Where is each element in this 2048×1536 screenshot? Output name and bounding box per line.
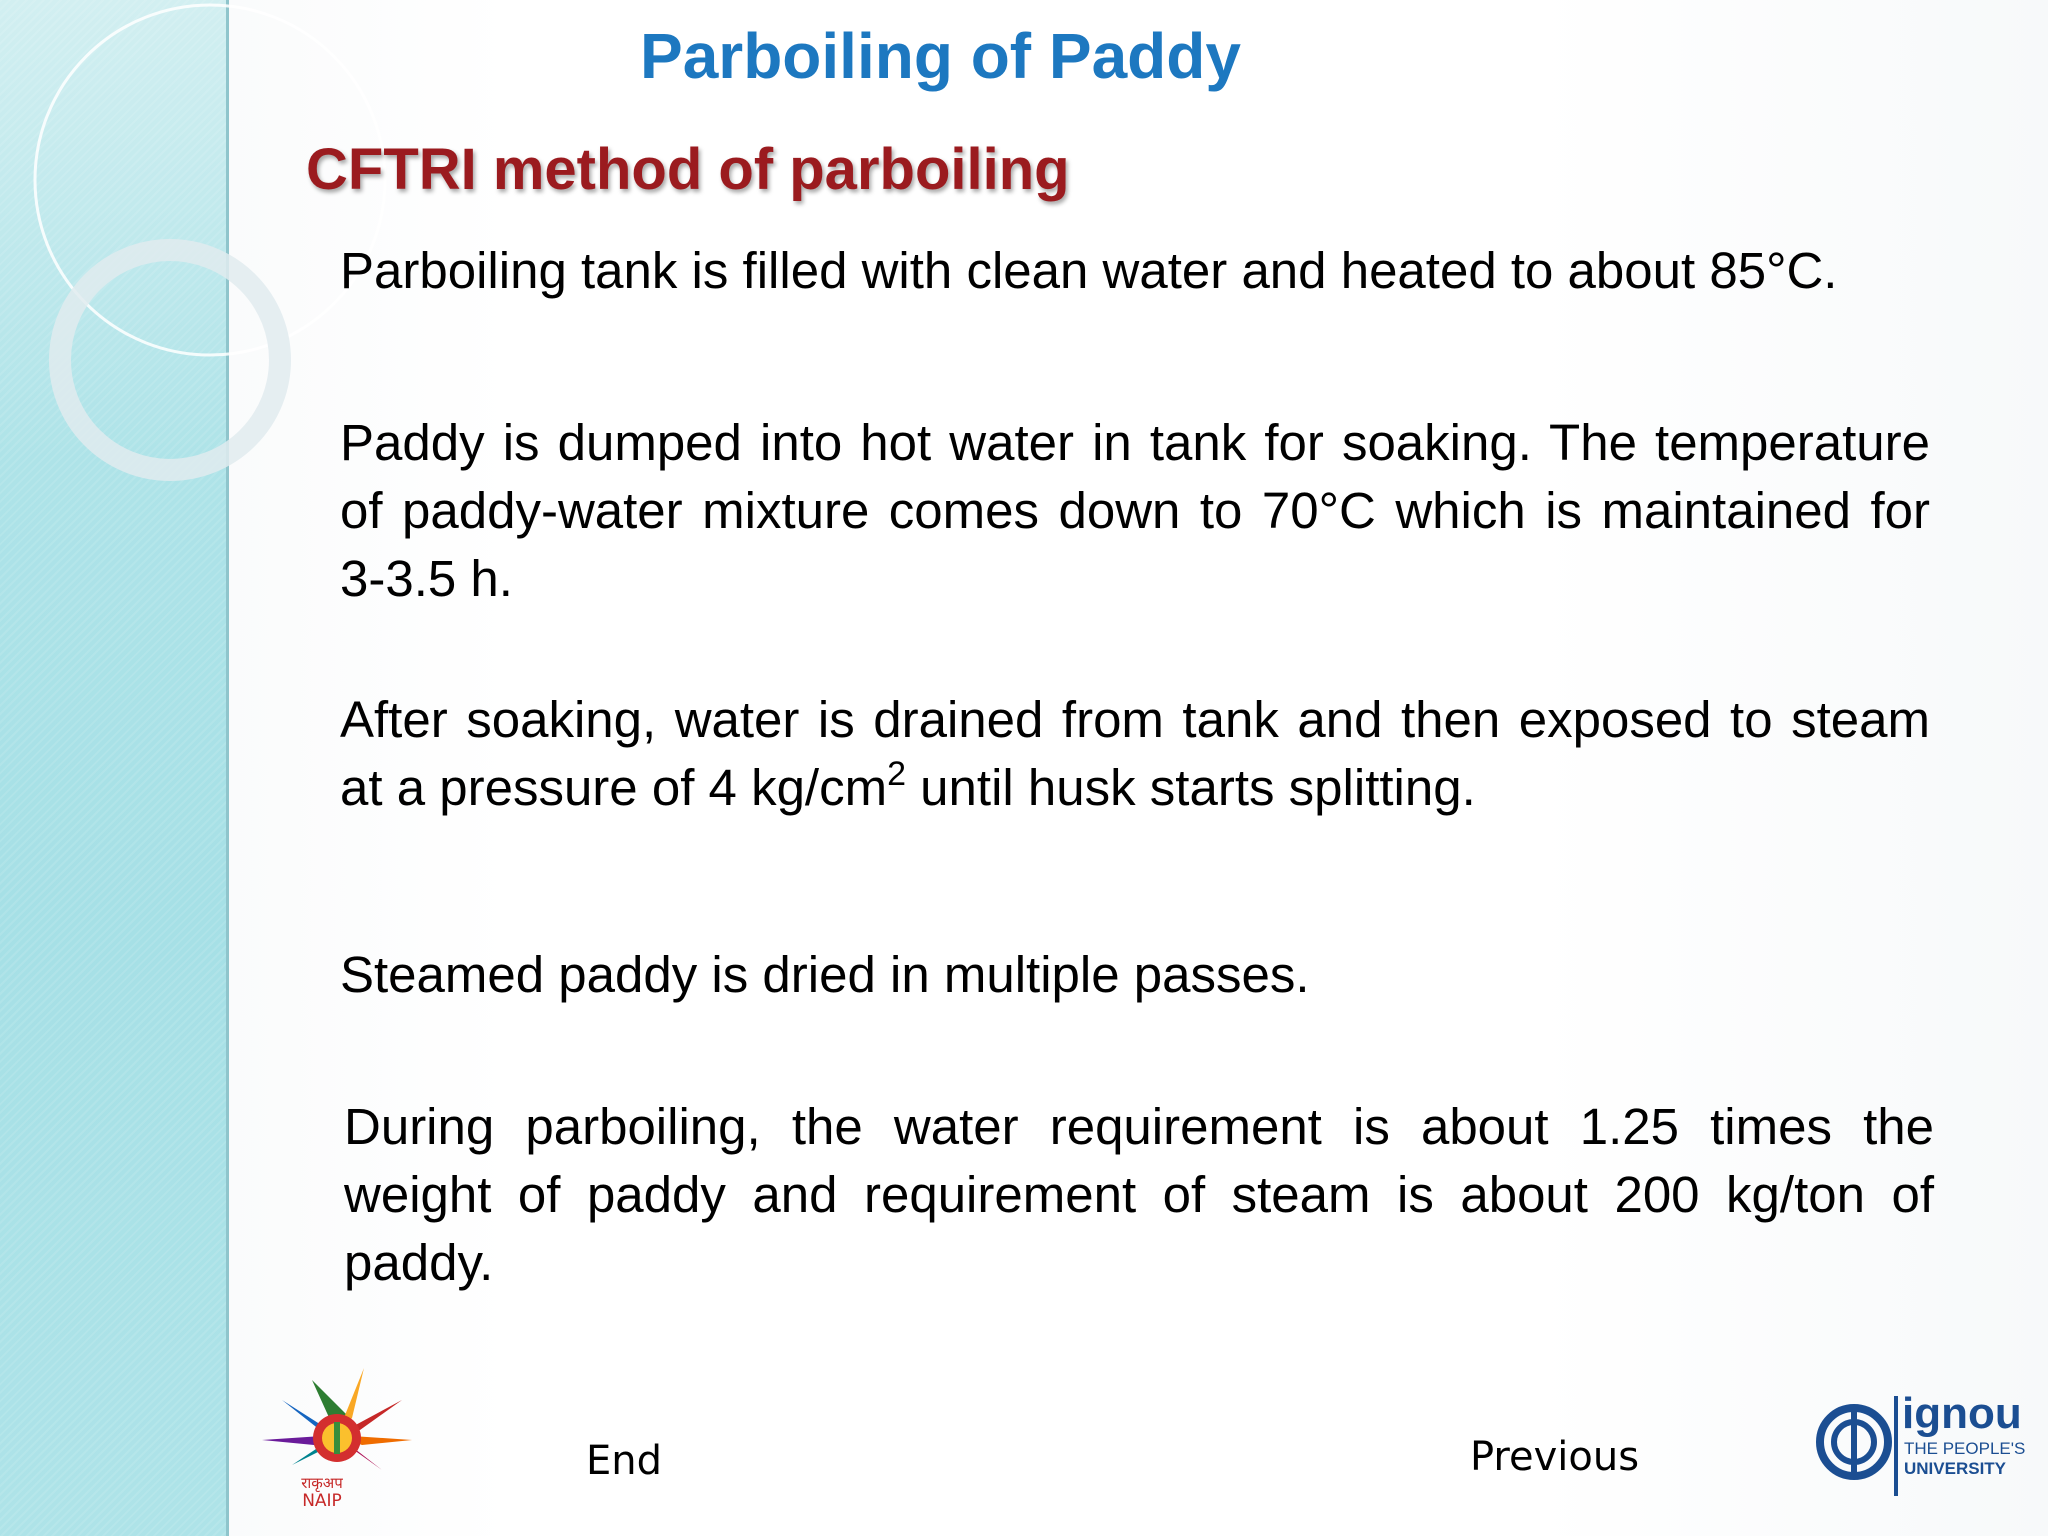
- naip-text: NAIP: [302, 1491, 342, 1511]
- paragraph-steaming-text-end: until husk starts splitting.: [906, 759, 1476, 816]
- naip-hindi-text: राकृअप: [301, 1474, 343, 1492]
- paragraph-soaking: Paddy is dumped into hot water in tank for soaking. The temperature of paddy-water mixture comes down to 70°C which is maintained for 3-3.5 h.: [340, 414, 1930, 607]
- ignou-logo: [1816, 1382, 2026, 1512]
- decorative-rings: [0, 0, 226, 520]
- page-title: Parboiling of Paddy: [640, 20, 1241, 92]
- ignou-tagline-2: UNIVERSITY: [1904, 1459, 2007, 1478]
- paragraph-requirements: During parboiling, the water requirement is about 1.25 times the weight of paddy and requirement of steam is about 200 kg/ton of paddy.: [344, 1098, 1934, 1291]
- section-heading: CFTRI method of parboiling: [306, 137, 1070, 202]
- end-link[interactable]: End: [586, 1438, 663, 1484]
- paragraph-heating: Parboiling tank is filled with clean water and heated to about 85°C.: [340, 242, 1838, 299]
- paragraph-steaming-text: After soaking, water is drained from tank and then exposed to steam at a pressure of 4 kg/cm: [340, 691, 1930, 816]
- decorative-sidebar: [0, 0, 229, 1536]
- paragraph-steaming: [340, 686, 1930, 822]
- previous-link[interactable]: Previous: [1470, 1434, 1640, 1480]
- superscript-2: 2: [887, 755, 907, 793]
- ignou-tagline-1: THE PEOPLE'S: [1904, 1439, 2026, 1458]
- ignou-wordmark: ignou: [1902, 1389, 2022, 1438]
- naip-logo: [252, 1360, 422, 1510]
- paragraph-drying: Steamed paddy is dried in multiple passes.: [340, 946, 1310, 1003]
